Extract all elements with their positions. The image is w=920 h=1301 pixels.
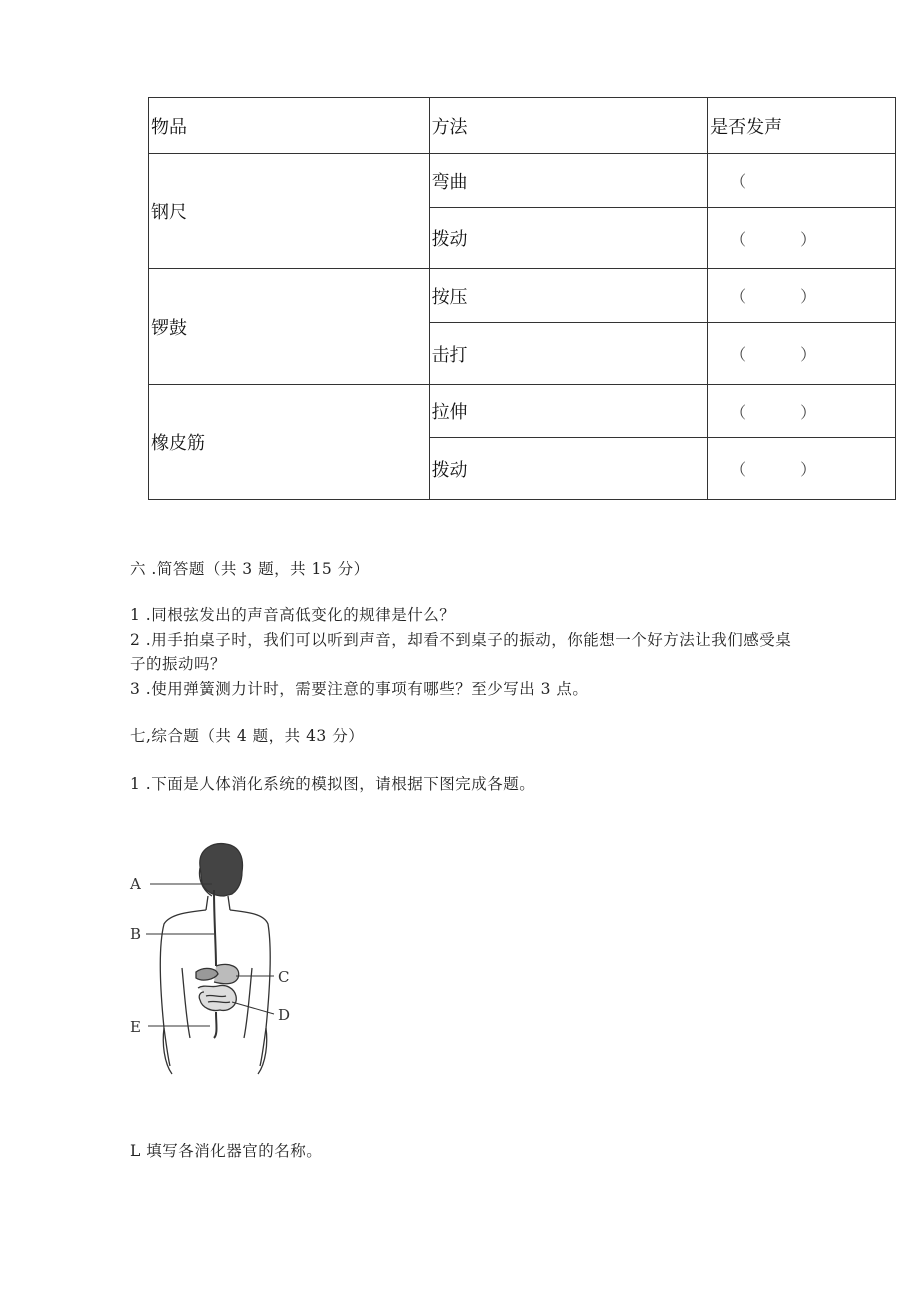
item-cell: 橡皮筋 <box>149 385 430 500</box>
table-row <box>149 269 896 323</box>
question-text: 3 .使用弹簧测力计时，需要注意的事项有哪些？至少写出 3 点。 <box>130 680 589 698</box>
table-row <box>149 385 896 438</box>
question-text: 子的振动吗？ <box>130 655 227 673</box>
section6-title: 六 .简答题（共 3 题，共 15 分） <box>130 560 370 578</box>
item-cell: 锣鼓 <box>149 269 430 385</box>
answer-cell[interactable]: （ <box>708 154 896 208</box>
answer-cell[interactable]: （ ） <box>708 323 896 385</box>
header-method: 方法 <box>429 98 708 154</box>
label-e: E <box>130 1018 141 1036</box>
header-item: 物品 <box>149 98 430 154</box>
answer-cell[interactable]: （ ） <box>708 269 896 323</box>
label-c: C <box>278 968 290 986</box>
question-text: 1 .下面是人体消化系统的模拟图，请根据下图完成各题。 <box>130 775 536 793</box>
label-d: D <box>278 1006 291 1024</box>
subquestion-text: L 填写各消化器官的名称。 <box>130 1142 323 1160</box>
question-text: 2 .用手拍桌子时，我们可以听到声音，却看不到桌子的振动，你能想一个好方法让我们感受桌 <box>130 631 792 649</box>
answer-cell[interactable]: （ ） <box>708 385 896 438</box>
sound-experiment-table <box>148 97 896 500</box>
label-a: A <box>130 875 141 893</box>
method-cell: 拨动 <box>429 208 708 269</box>
label-b: B <box>130 925 142 943</box>
question-text: 1 .同根弦发出的声音高低变化的规律是什么？ <box>130 606 456 624</box>
item-cell: 钢尺 <box>149 154 430 269</box>
method-cell: 拨动 <box>429 438 708 500</box>
header-sound: 是否发声 <box>708 98 896 154</box>
table-row <box>149 154 896 208</box>
section7-title: 七,综合题（共 4 题，共 43 分） <box>130 727 365 745</box>
digestive-system-diagram <box>128 838 308 1078</box>
answer-cell[interactable]: （ ） <box>708 208 896 269</box>
answer-cell[interactable]: （ ） <box>708 438 896 500</box>
table-header-row <box>149 98 896 154</box>
method-cell: 拉伸 <box>429 385 708 438</box>
method-cell: 按压 <box>429 269 708 323</box>
method-cell: 击打 <box>429 323 708 385</box>
method-cell: 弯曲 <box>429 154 708 208</box>
